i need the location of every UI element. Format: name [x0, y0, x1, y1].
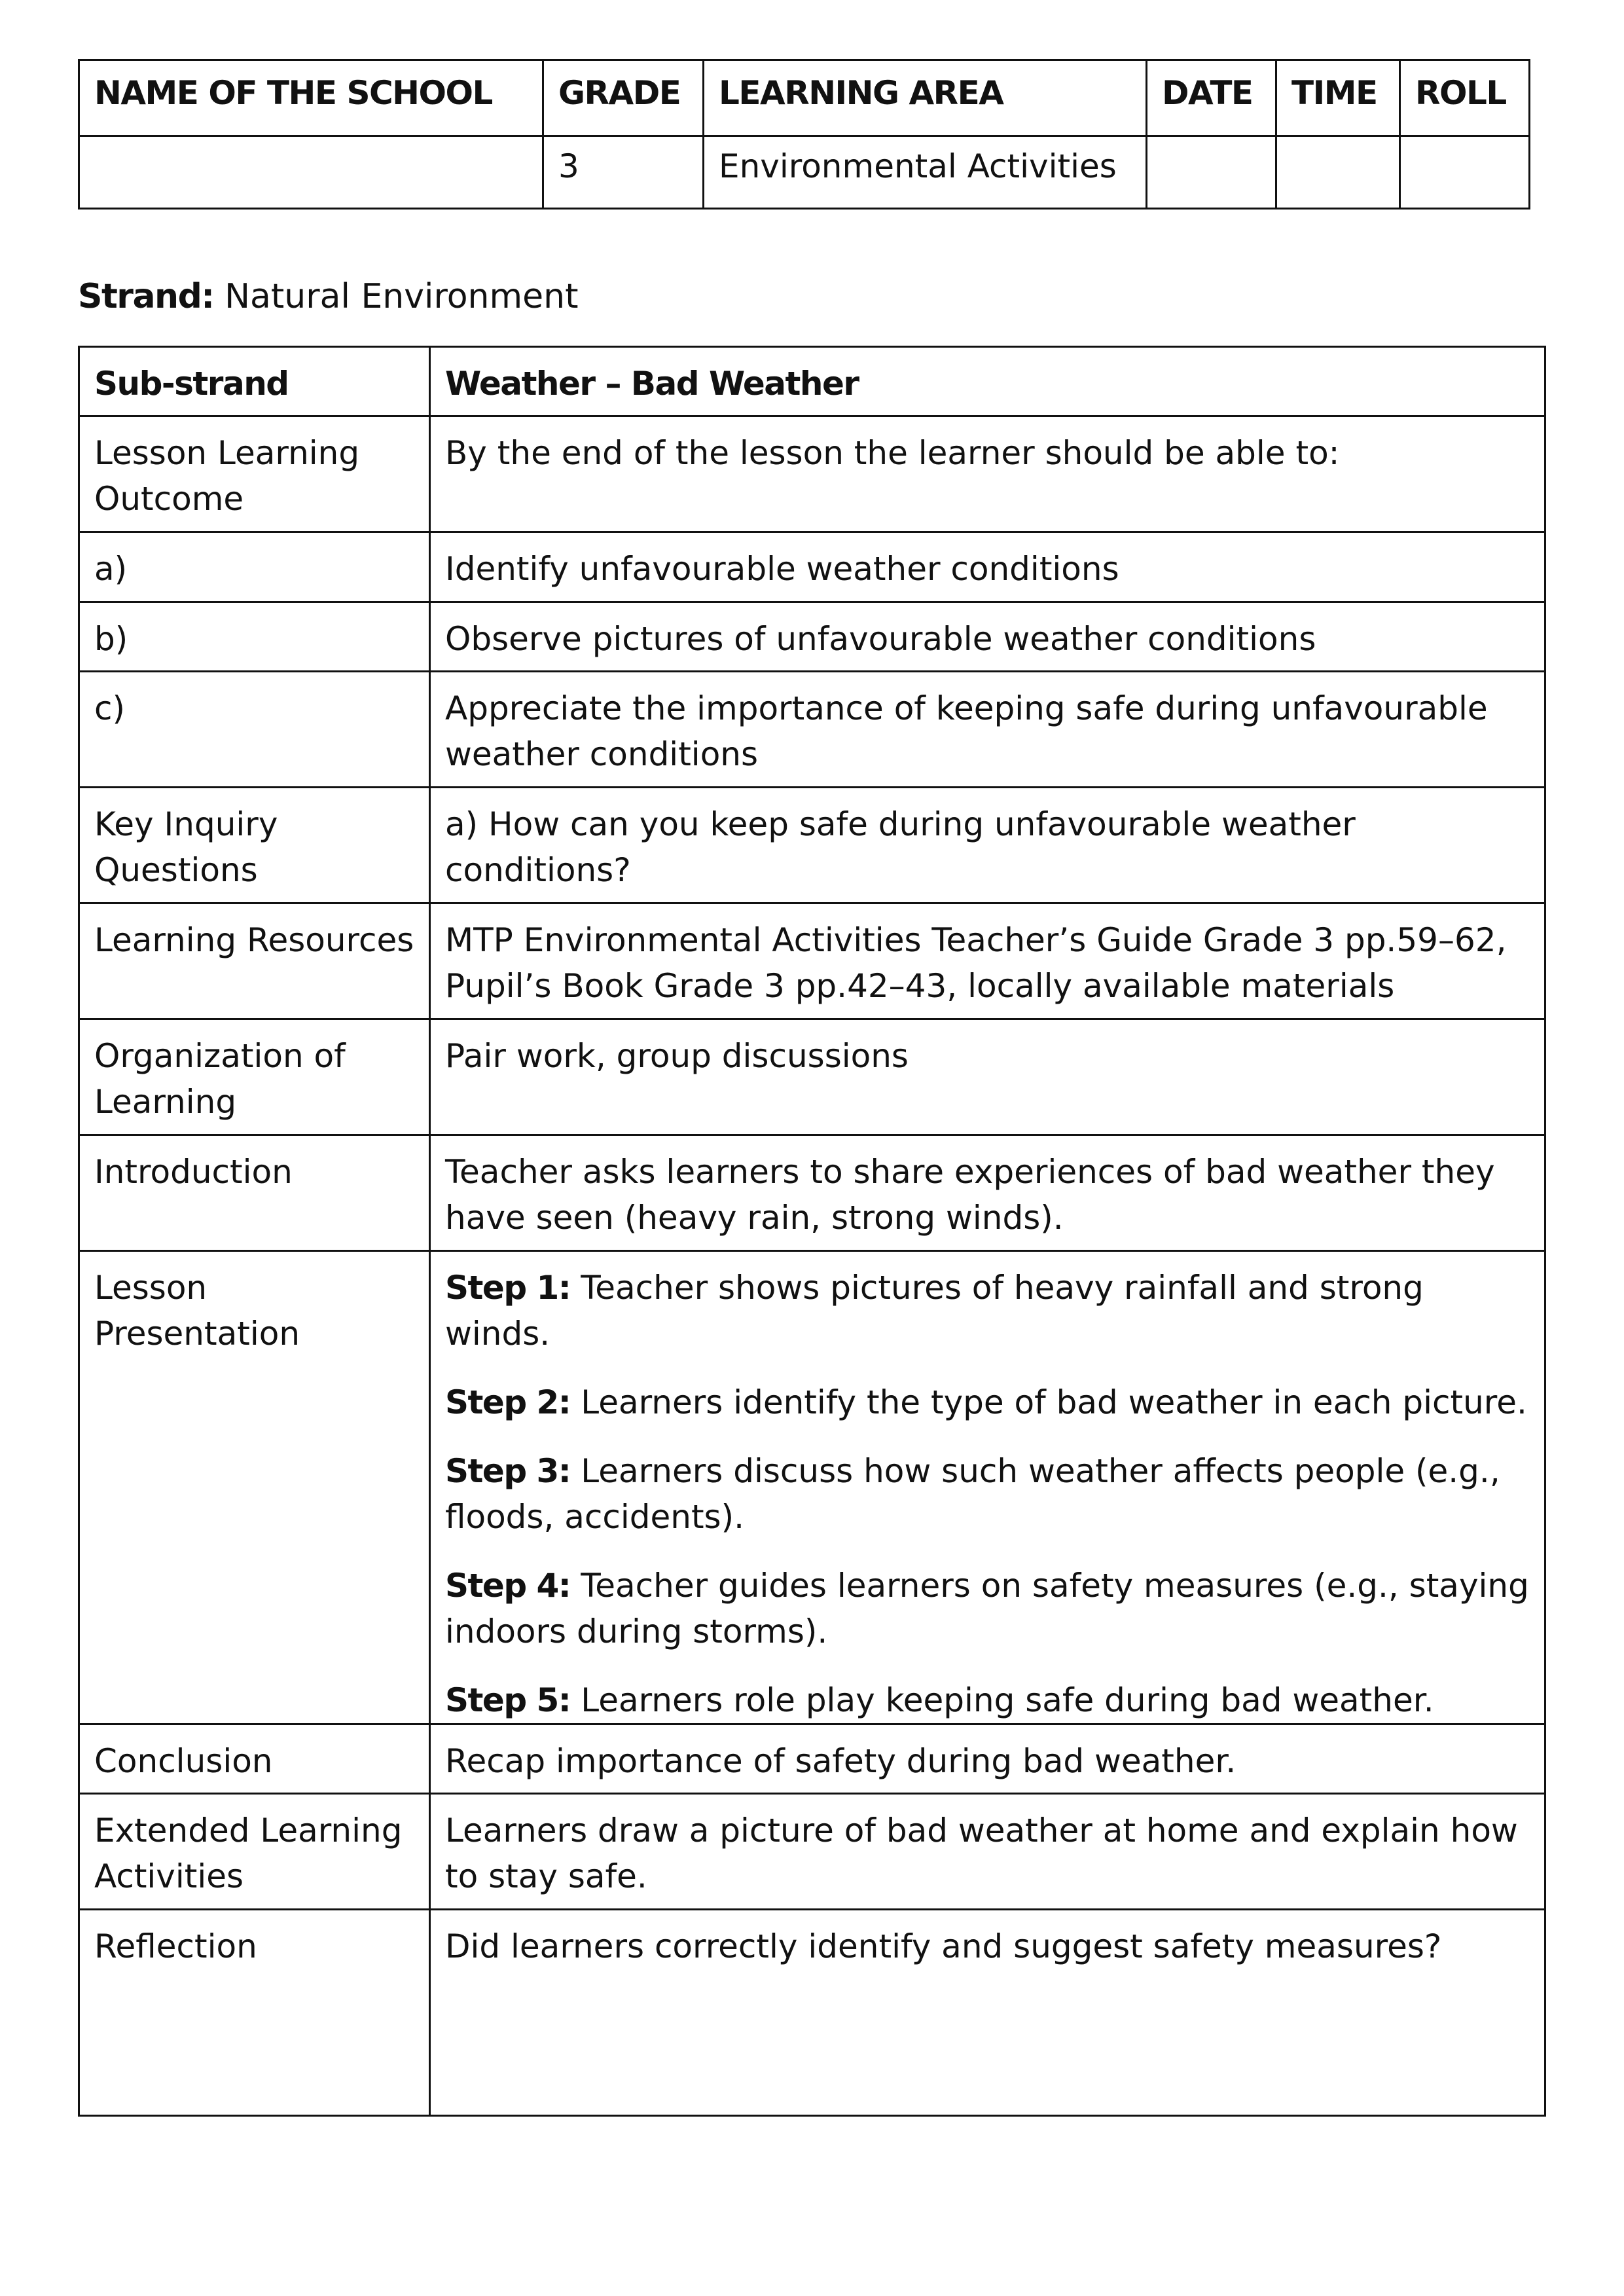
outcome-row-a: [79, 532, 1545, 602]
presentation-step: [445, 1379, 1530, 1425]
conclusion-row: [79, 1724, 1545, 1794]
step-label: Step 5:: [445, 1681, 571, 1719]
substrand-label: Sub-strand: [79, 347, 430, 416]
introduction-label: Introduction: [79, 1135, 430, 1251]
substrand-row: [79, 347, 1545, 416]
reflection-row: [79, 1910, 1545, 2116]
resources-value: MTP Environmental Activities Teacher’s Guide Grade 3 pp.59–62, Pupil’s Book Grade 3 pp.42–43, locally available materials: [430, 903, 1545, 1019]
introduction-row: [79, 1135, 1545, 1251]
outcome-letter: b): [79, 602, 430, 672]
step-label: Step 1:: [445, 1269, 571, 1307]
step-text: Learners role play keeping safe during bad weather.: [581, 1681, 1434, 1719]
header-school-value: [79, 136, 543, 209]
header-grade-value: 3: [543, 136, 704, 209]
inquiry-row: [79, 788, 1545, 903]
presentation-label: Lesson Presentation: [79, 1251, 430, 1724]
strand-value: Natural Environment: [225, 277, 579, 316]
outcome-letter: a): [79, 532, 430, 602]
lesson-plan-table: [78, 346, 1546, 2117]
outcome-letter: c): [79, 672, 430, 788]
conclusion-value: Recap importance of safety during bad weather.: [430, 1724, 1545, 1794]
header-date-value: [1147, 136, 1276, 209]
step-label: Step 4:: [445, 1567, 571, 1605]
outcome-text: Observe pictures of unfavourable weather conditions: [430, 602, 1545, 672]
presentation-row: [79, 1251, 1545, 1724]
organization-value: Pair work, group discussions: [430, 1019, 1545, 1135]
outcome-label: Lesson Learning Outcome: [79, 416, 430, 532]
header-date-label: DATE: [1147, 60, 1276, 136]
resources-row: [79, 903, 1545, 1019]
header-roll-value: [1400, 136, 1530, 209]
presentation-step: [445, 1563, 1530, 1654]
outcome-row: [79, 416, 1545, 532]
introduction-value: Teacher asks learners to share experiences of bad weather they have seen (heavy rain, strong winds).: [430, 1135, 1545, 1251]
step-text: Teacher guides learners on safety measures (e.g., staying indoors during storms).: [445, 1567, 1529, 1650]
outcome-intro: By the end of the lesson the learner should be able to:: [430, 416, 1545, 532]
reflection-value: Did learners correctly identify and suggest safety measures?: [430, 1910, 1545, 2116]
step-label: Step 2:: [445, 1383, 571, 1421]
extended-label: Extended Learning Activities: [79, 1794, 430, 1910]
conclusion-label: Conclusion: [79, 1724, 430, 1794]
header-time-value: [1276, 136, 1400, 209]
outcome-text: Appreciate the importance of keeping safe during unfavourable weather conditions: [430, 672, 1545, 788]
outcome-text: Identify unfavourable weather conditions: [430, 532, 1545, 602]
step-text: Learners identify the type of bad weather in each picture.: [581, 1383, 1527, 1421]
presentation-step: [445, 1265, 1530, 1357]
inquiry-label: Key Inquiry Questions: [79, 788, 430, 903]
substrand-value: Weather – Bad Weather: [430, 347, 1545, 416]
outcome-row-b: [79, 602, 1545, 672]
resources-label: Learning Resources: [79, 903, 430, 1019]
header-learning-area-value: Environmental Activities: [704, 136, 1147, 209]
header-values-row: [79, 136, 1530, 209]
header-grade-label: GRADE: [543, 60, 704, 136]
header-roll-label: ROLL: [1400, 60, 1530, 136]
extended-row: [79, 1794, 1545, 1910]
reflection-label: Reflection: [79, 1910, 430, 2116]
header-time-label: TIME: [1276, 60, 1400, 136]
header-learning-area-label: LEARNING AREA: [704, 60, 1147, 136]
header-school-label: NAME OF THE SCHOOL: [79, 60, 543, 136]
step-label: Step 3:: [445, 1452, 571, 1490]
outcome-row-c: [79, 672, 1545, 788]
strand-line: [78, 274, 579, 319]
organization-label: Organization of Learning: [79, 1019, 430, 1135]
presentation-step: [445, 1448, 1530, 1540]
step-text: Learners discuss how such weather affects people (e.g., floods, accidents).: [445, 1452, 1500, 1536]
presentation-step: [445, 1677, 1530, 1723]
extended-value: Learners draw a picture of bad weather at home and explain how to stay safe.: [430, 1794, 1545, 1910]
organization-row: [79, 1019, 1545, 1135]
header-table: [78, 59, 1530, 210]
step-text: Teacher shows pictures of heavy rainfall and strong winds.: [445, 1269, 1424, 1353]
presentation-steps: [430, 1251, 1545, 1724]
header-labels-row: [79, 60, 1530, 136]
strand-label: Strand:: [78, 277, 214, 316]
inquiry-value: a) How can you keep safe during unfavourable weather conditions?: [430, 788, 1545, 903]
